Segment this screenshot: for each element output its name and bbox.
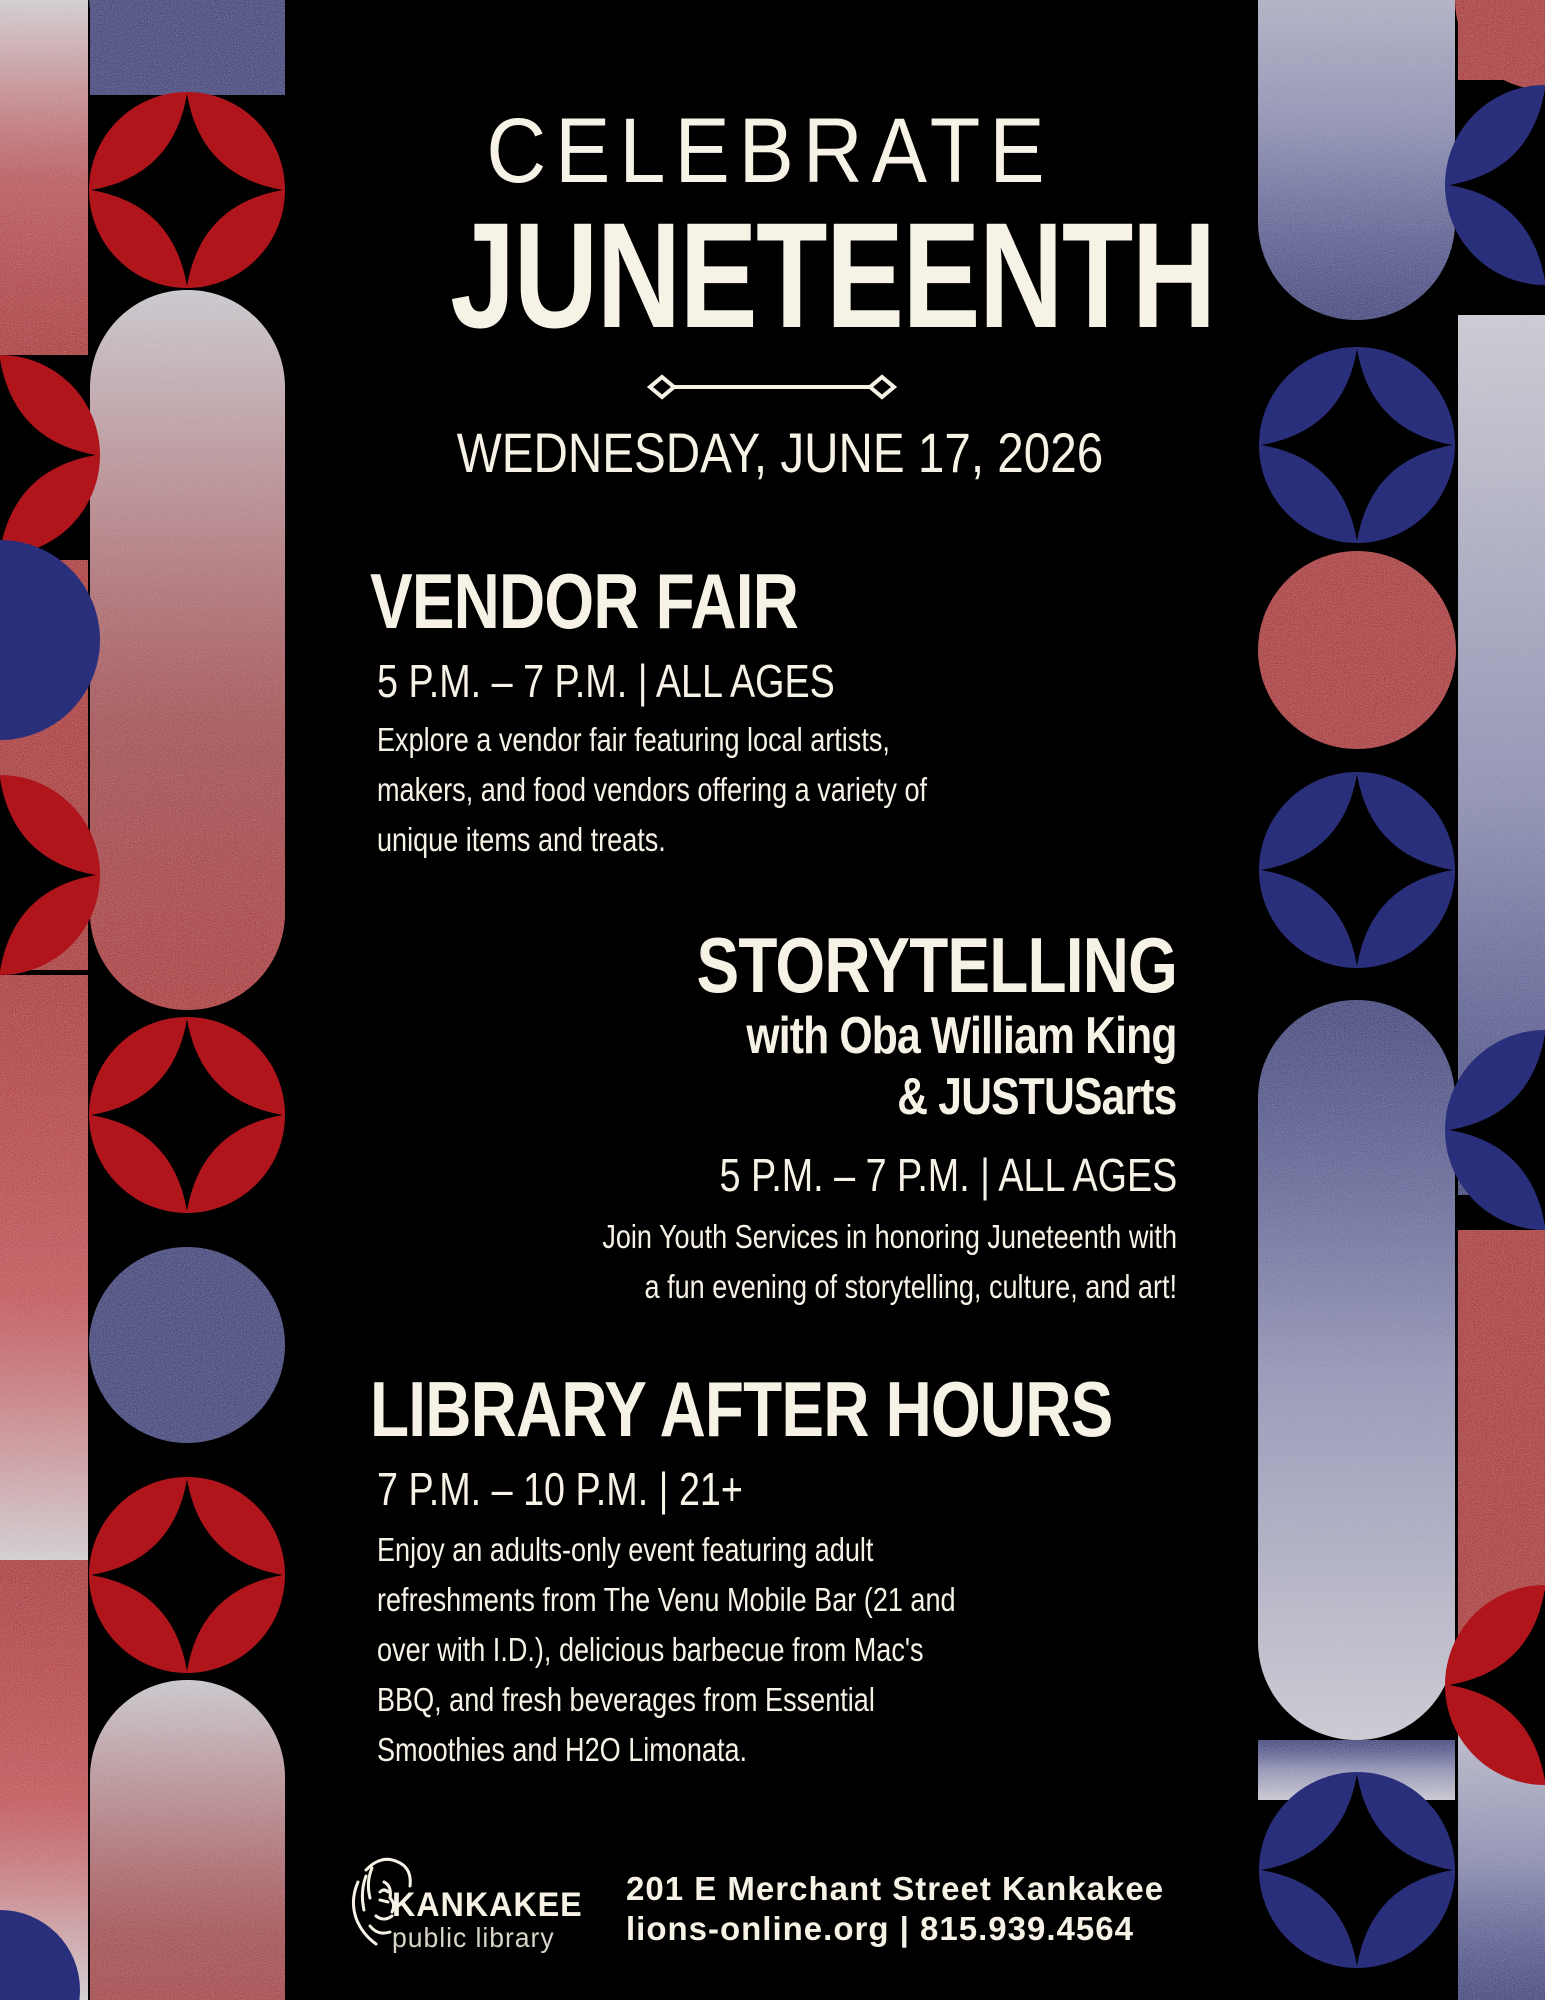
- storytelling-subtitle-line2: & JUSTUSarts: [897, 1068, 1177, 1126]
- description-line: refreshments from The Venu Mobile Bar (21 and: [377, 1581, 956, 1618]
- storytelling-time: 5 P.M. – 7 P.M. | ALL AGES: [719, 1149, 1177, 1201]
- after-hours-time: 7 P.M. – 10 P.M. | 21+: [377, 1463, 743, 1515]
- description-line: BBQ, and fresh beverages from Essential: [377, 1681, 875, 1718]
- description-line: Join Youth Services in honoring Juneteenth with: [602, 1218, 1177, 1255]
- description-line: makers, and food vendors offering a variety of: [377, 771, 928, 808]
- celebrate-heading: CELEBRATE: [486, 100, 1054, 202]
- storytelling-description: [455, 1212, 1177, 1312]
- juneteenth-title: JUNETEENTH: [450, 191, 1215, 359]
- library-contact: lions-online.org | 815.939.4564: [626, 1910, 1134, 1947]
- library-logo-name: KANKAKEE: [392, 1886, 583, 1924]
- description-line: unique items and treats.: [377, 821, 666, 858]
- storytelling-title: STORYTELLING: [696, 921, 1177, 1009]
- library-logo-subtitle: public library: [392, 1922, 555, 1953]
- library-address: 201 E Merchant Street Kankakee: [626, 1870, 1165, 1907]
- description-line: over with I.D.), delicious barbecue from Mac's: [377, 1631, 924, 1668]
- description-line: a fun evening of storytelling, culture, and art!: [644, 1268, 1177, 1305]
- vendor-fair-title: VENDOR FAIR: [370, 557, 799, 645]
- vendor-fair-description: [377, 715, 1082, 865]
- event-date: WEDNESDAY, JUNE 17, 2026: [456, 421, 1104, 484]
- after-hours-description: [377, 1525, 1082, 1775]
- vendor-fair-time: 5 P.M. – 7 P.M. | ALL AGES: [377, 655, 835, 707]
- description-line: Smoothies and H2O Limonata.: [377, 1731, 748, 1768]
- storytelling-subtitle-line1: with Oba William King: [746, 1007, 1177, 1065]
- after-hours-title: LIBRARY AFTER HOURS: [370, 1365, 1113, 1453]
- description-line: Explore a vendor fair featuring local artists,: [377, 721, 890, 758]
- diamond-divider-icon: [646, 372, 898, 402]
- description-line: Enjoy an adults-only event featuring adult: [377, 1531, 874, 1568]
